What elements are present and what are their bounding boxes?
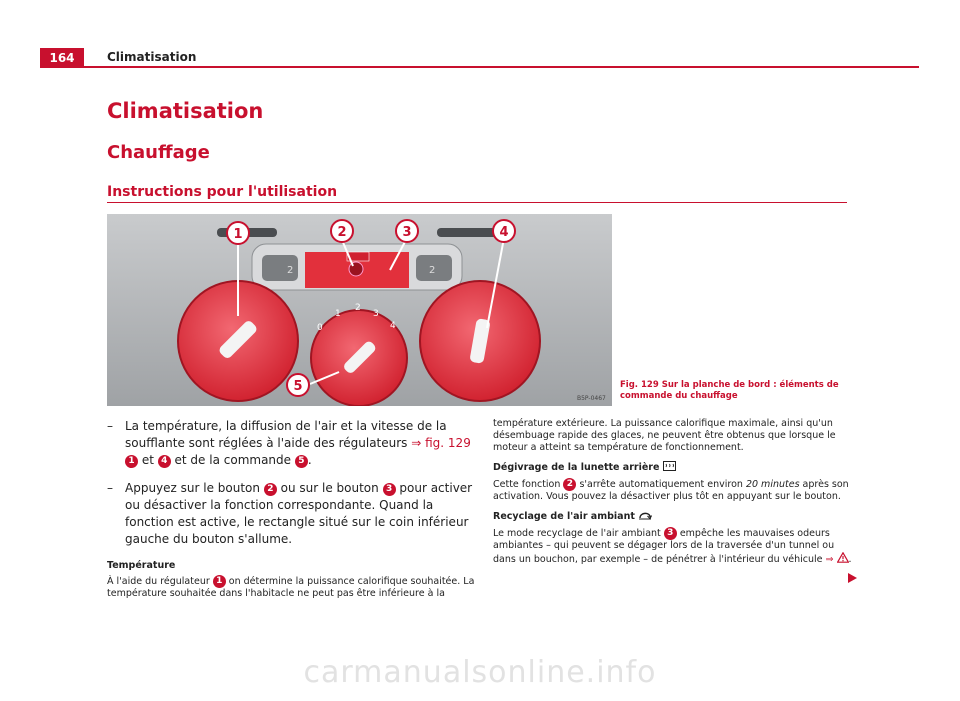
bullet-dash: – xyxy=(107,481,113,495)
callout-5 xyxy=(287,374,309,396)
callout-badge-4: 4 xyxy=(158,455,171,468)
bullet-text: Appuyez sur le bouton xyxy=(125,481,264,495)
rear-defrost-title: Dégivrage de la lunette arrière xyxy=(493,462,660,473)
recirculation-paragraph xyxy=(493,527,853,567)
callout-1 xyxy=(227,222,249,244)
callout-badge-3: 3 xyxy=(664,527,677,540)
fan-scale-1: 1 xyxy=(335,309,341,319)
section-title: Chauffage xyxy=(107,142,210,163)
callout-3 xyxy=(396,220,418,242)
left-seat-button-label: 2 xyxy=(287,265,294,276)
callout-badge-3: 3 xyxy=(383,483,396,496)
callout-2-label: 2 xyxy=(337,225,347,240)
callout-5-label: 5 xyxy=(293,379,303,394)
fan-scale-2: 2 xyxy=(355,303,361,313)
para-text: après son activation. Vous pouvez la désactiver plus tôt en appuyant sur le bouton. xyxy=(493,479,849,502)
bullet-item-controls xyxy=(107,418,477,469)
bullet-dash: – xyxy=(107,419,113,433)
right-air-vent xyxy=(437,228,497,237)
temperature-heading: Température xyxy=(107,560,176,571)
running-header-title: Climatisation xyxy=(107,50,197,64)
figure-heating-controls xyxy=(107,214,612,406)
callout-badge-1: 1 xyxy=(125,455,138,468)
bullet-text: et de la commande xyxy=(170,453,295,467)
para-text: À l'aide du régulateur xyxy=(107,576,213,587)
warning-triangle-icon[interactable] xyxy=(837,552,849,567)
bullet-text: . xyxy=(307,453,312,467)
callout-badge-5: 5 xyxy=(295,455,308,468)
bullet-text: pour activer ou désactiver la fonction correspondante. Quand la fonction est active, le rectangle situé sur le coin inférieur gauche du bouton s'allume. xyxy=(125,481,473,546)
callout-badge-2: 2 xyxy=(264,483,277,496)
image-code: B5P-0467 xyxy=(577,395,606,402)
left-column xyxy=(107,418,477,607)
figure-reference-link[interactable]: ⇒ fig. 129 xyxy=(411,436,471,450)
warning-reference-link[interactable]: ⇒ xyxy=(825,554,834,565)
callout-badge-2: 2 xyxy=(563,478,576,491)
callout-3-label: 3 xyxy=(402,225,412,240)
subsection-rule xyxy=(107,202,847,203)
right-seat-button-label: 2 xyxy=(429,265,436,276)
recirculation-title: Recyclage de l'air ambiant xyxy=(493,511,635,522)
right-column xyxy=(493,418,853,574)
callout-4-label: 4 xyxy=(499,225,509,240)
temperature-paragraph xyxy=(107,575,477,600)
recirculation-heading xyxy=(493,510,853,524)
para-text: Cette fonction xyxy=(493,479,564,490)
para-text: Le mode recyclage de l'air ambiant xyxy=(493,528,664,539)
para-text: on détermine la puissance calorifique souhaitée. La température souhaitée dans l'habitacle ne peut pas être inférieure à la xyxy=(107,576,475,599)
continue-arrow-icon xyxy=(848,568,857,587)
bullet-text: ou sur le bouton xyxy=(276,481,383,495)
header-rule xyxy=(84,66,919,68)
callout-4 xyxy=(493,220,515,242)
figure-caption: Fig. 129 Sur la planche de bord : éléments de commande du chauffage xyxy=(620,380,839,401)
subsection-title: Instructions pour l'utilisation xyxy=(107,184,338,200)
rear-defrost-paragraph xyxy=(493,478,853,503)
bullet-item-buttons xyxy=(107,480,477,548)
fan-scale-0: 0 xyxy=(317,323,323,333)
chapter-title: Climatisation xyxy=(107,99,264,123)
duration-text: 20 minutes xyxy=(745,479,800,490)
heating-panel-illustration xyxy=(107,214,612,406)
fan-scale-3: 3 xyxy=(373,309,379,319)
fan-scale-4: 4 xyxy=(390,321,396,331)
rear-defrost-heading xyxy=(493,461,853,475)
continued-paragraph: température extérieure. La puissance calorifique maximale, ainsi qu'un désembuage rapide des glaces, ne peuvent être obtenus que lorsque le moteur a atteint sa température de fonctionnement. xyxy=(493,418,836,453)
callout-badge-1: 1 xyxy=(213,575,226,588)
rear-window-defrost-icon xyxy=(663,461,676,475)
para-text: empêche les mauvaises odeurs ambiantes – qui peuvent se dégager lors de la traversée d'un tunnel ou dans un bouchon, par exemple – de pénétrer à l'intérieur du véhicule xyxy=(493,528,835,565)
para-text: . xyxy=(848,554,852,565)
recirculation-button xyxy=(349,262,363,276)
page-number: 164 xyxy=(40,48,84,68)
para-text: s'arrête automatiquement environ xyxy=(576,479,746,490)
callout-1-label: 1 xyxy=(233,227,243,242)
air-recirculation-icon xyxy=(638,511,652,524)
bullet-text: et xyxy=(138,453,158,467)
watermark: carmanualsonline.info xyxy=(303,655,657,690)
bullet-text: La température, la diffusion de l'air et la vitesse de la soufflante sont réglées à l'aide des régulateurs xyxy=(125,419,447,450)
callout-2 xyxy=(331,220,353,242)
